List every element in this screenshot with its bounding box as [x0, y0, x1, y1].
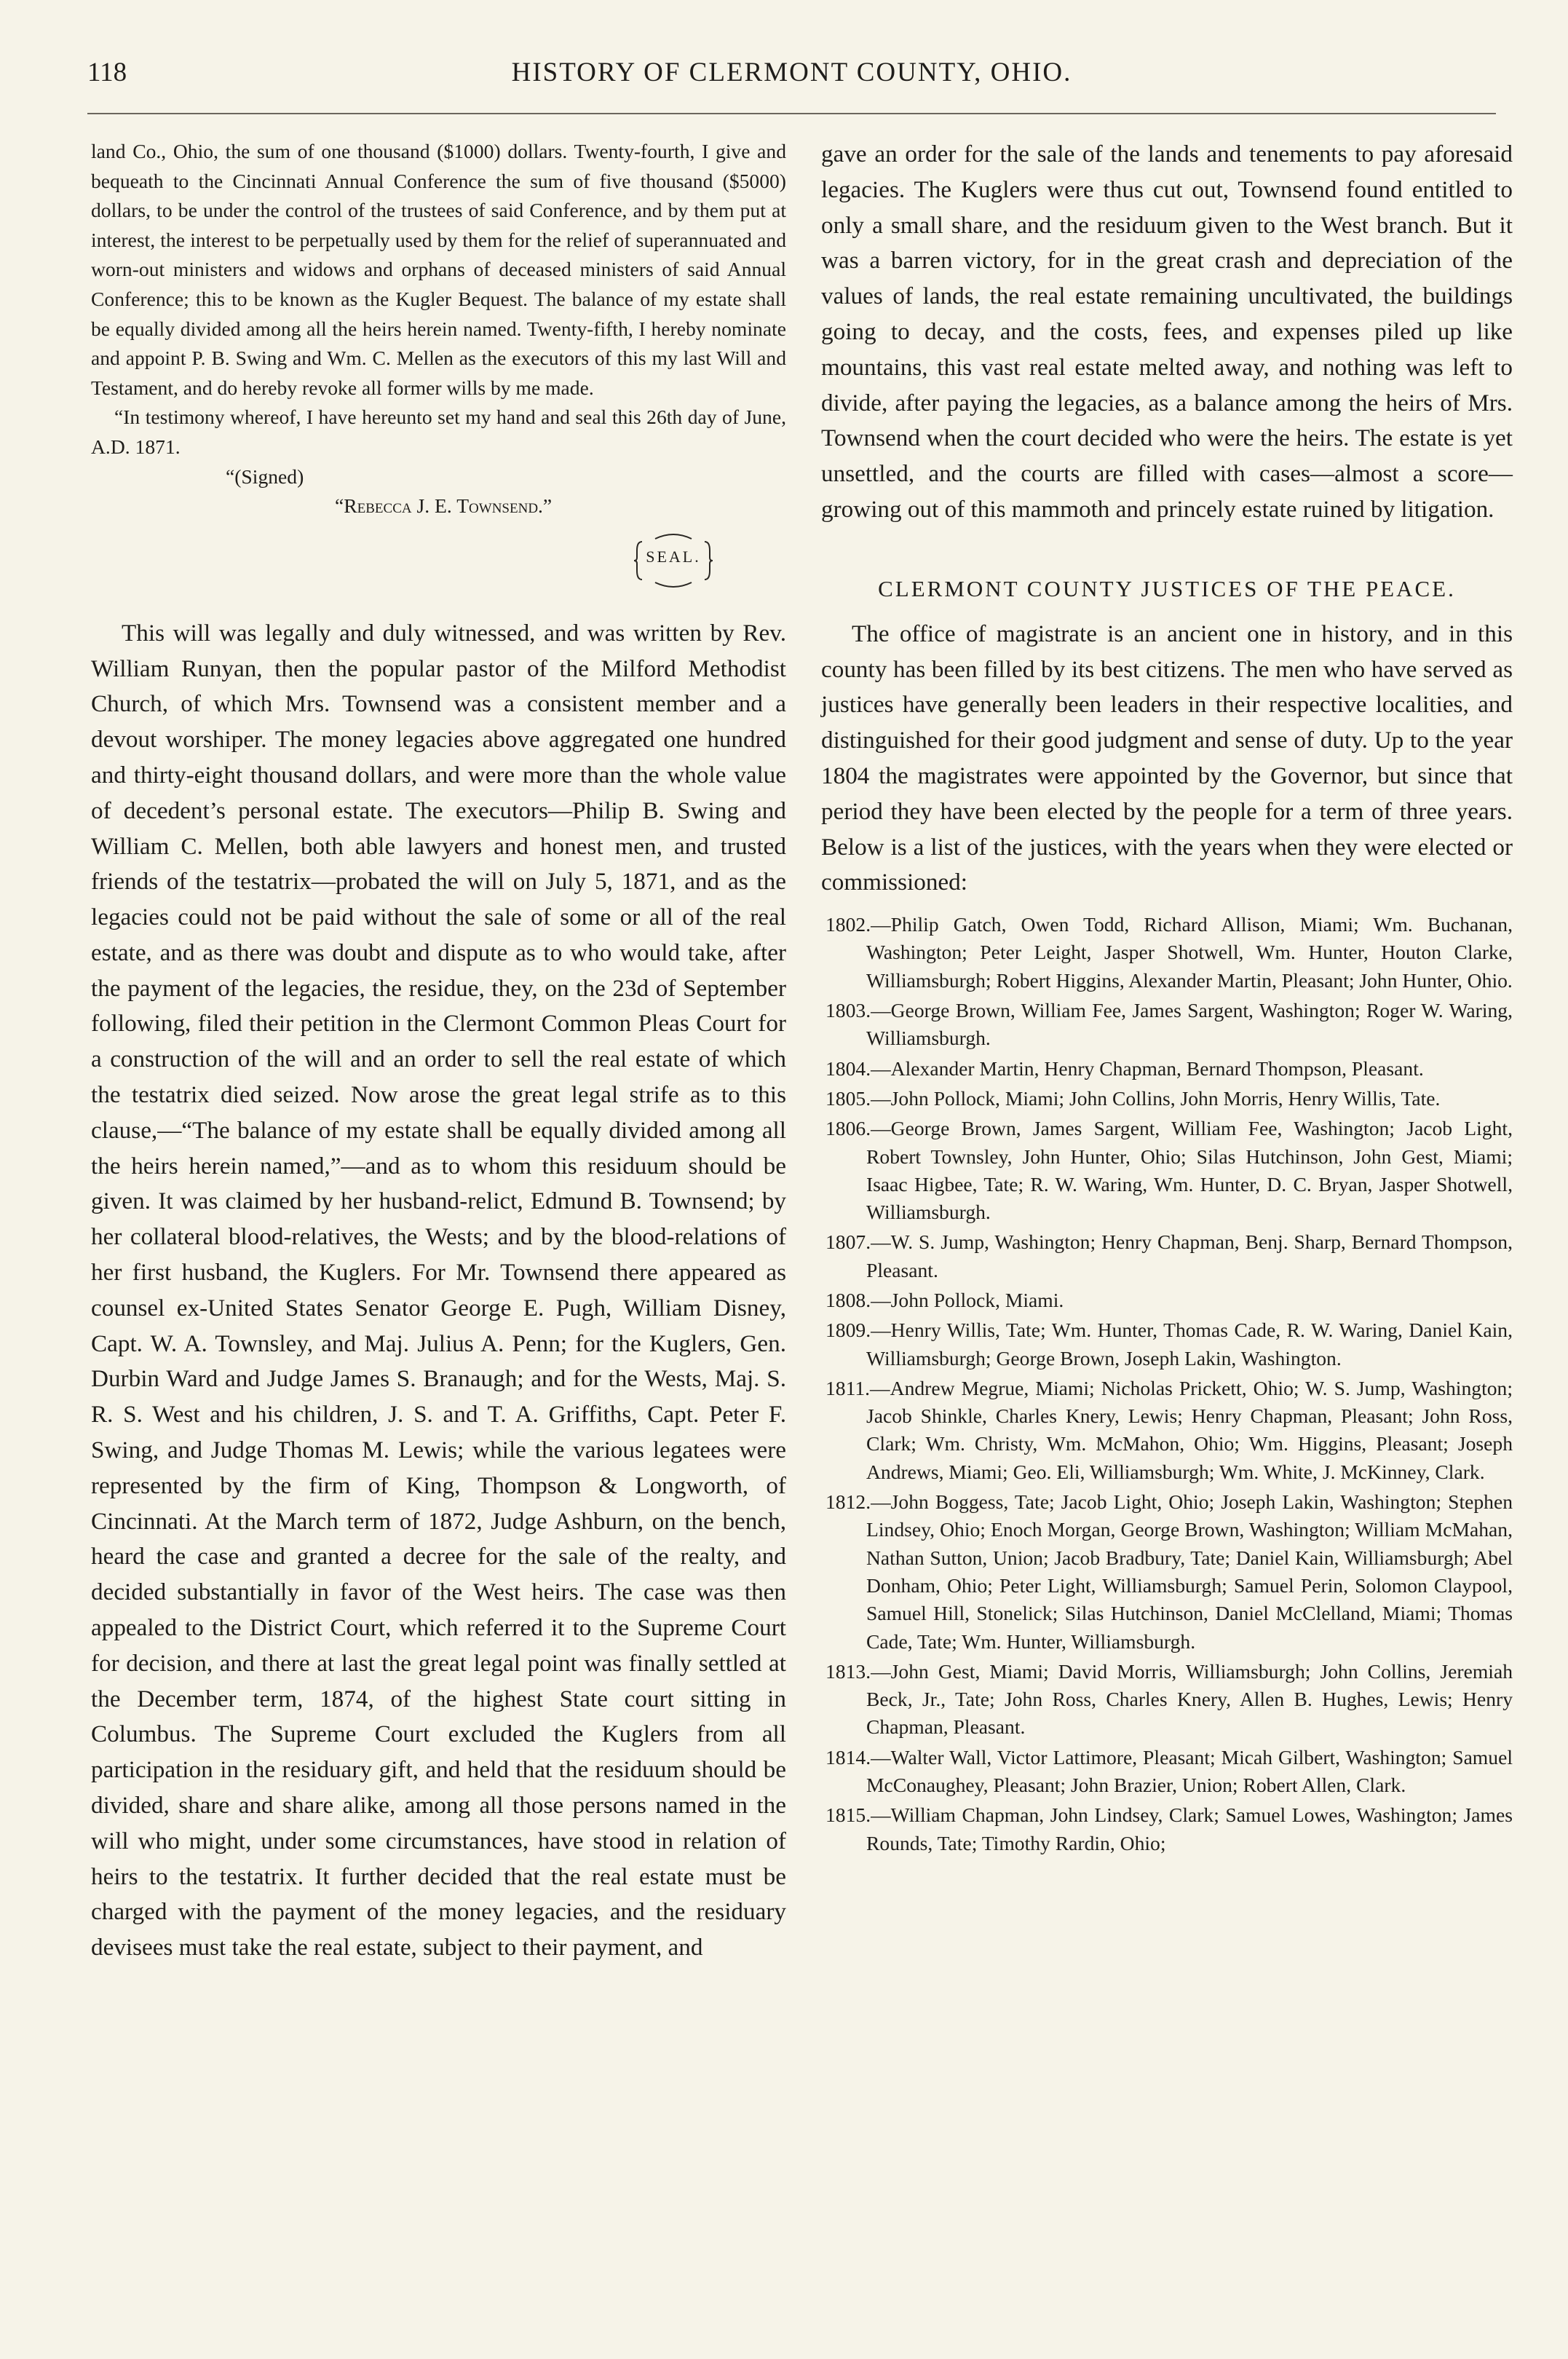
justice-entry-1811: 1811.—Andrew Megrue, Miami; Nicholas Prickett, Ohio; W. S. Jump, Washington; Jacob Shinkle, Charles Knery, Lewis; Henry Chapman, Pleasant; John Ross, Clark; Wm. Christy, Wm. McMahon, Ohio; Wm. Higgins, Pleasant; Joseph Andrews, Miami; Geo. Eli, Williamsburgh; Wm. White, J. McKinney, Clark. — [825, 1376, 1513, 1483]
justice-entry-1805: 1805.—John Pollock, Miami; John Collins, John Morris, Henry Willis, Tate. — [825, 1086, 1441, 1110]
signed-label: “(Signed) — [226, 465, 304, 488]
justice-entry-1812: 1812.—John Boggess, Tate; Jacob Light, Ohio; Joseph Lakin, Washington; Stephen Lindsey, Ohio; Enoch Morgan, George Brown, Washington; William McMahan, Nathan Sutton, Union; Jacob Bradbury, Tate; Daniel Kain, Williamsburgh; Abel Donham, Ohio; Peter Light, Williamsburgh; Samuel Perin, Solomon Claypool, Samuel Hill, Stonelick; Silas Hutchinson, Daniel McClelland, Miami; Thomas Cade, Tate; Wm. Hunter, Williamsburgh. — [825, 1490, 1513, 1653]
justice-entry-1809: 1809.—Henry Willis, Tate; Wm. Hunter, Thomas Cade, R. W. Waring, Daniel Kain, Williamsburgh; George Brown, Joseph Lakin, Washington. — [825, 1319, 1513, 1370]
justices-list — [821, 911, 1513, 1857]
justice-entry-1806: 1806.—George Brown, James Sargent, William Fee, Washington; Jacob Light, Robert Townsley, John Hunter, Ohio; Silas Hutchinson, John Gest, Miami; Isaac Higbee, Tate; R. W. Waring, Wm. Hunter, D. C. Bryan, Jasper Shotwell, Williamsburgh. — [825, 1117, 1513, 1224]
header-rule — [87, 113, 1496, 114]
running-title: HISTORY OF CLERMONT COUNTY, OHIO. — [511, 58, 1072, 87]
justice-entry-1808: 1808.—John Pollock, Miami. — [825, 1289, 1064, 1311]
page-number: 118 — [87, 58, 127, 87]
seal-block — [91, 521, 786, 616]
right-column — [821, 137, 1513, 1860]
narrative-paragraph: This will was legally and duly witnessed, and was written by Rev. William Runyan, then the popular pastor of the Milford Methodist Church, of which Mrs. Townsend was a consistent member and a devout worshiper. The money legacies above aggregated one hundred and thirty-eight thousand dollars, and were more than the whole value of decedent’s personal estate. The executors—Philip B. Swing and William C. Mellen, both able lawyers and honest men, and trusted friends of the testatrix—probated the will on July 5, 1871, and as the legacies could not be paid without the sale of some or all of the real estate, and as there was doubt and dispute as to who would take, after the payment of the legacies, the residue, they, on the 23d of September following, filed their petition in the Clermont Common Pleas Court for a construction of the will and an order to sell the real estate of which the testatrix died seized. Now arose the great legal strife as to this clause,—“The balance of my estate shall be equally divided among all the heirs herein named,”—and as to whom this residuum should be given. It was claimed by her husband-relict, Edmund B. Townsend; by her collateral blood-relatives, the Wests; and by the blood-relations of her first husband, the Kuglers. For Mr. Townsend there appeared as counsel ex-United States Senator George E. Pugh, William Disney, Capt. W. A. Townsley, and Maj. Julius A. Penn; for the Kuglers, Gen. Durbin Ward and Judge James S. Branaugh; and for the Wests, Maj. S. R. S. West and his children, J. S. and T. A. Griffiths, Capt. Peter F. Swing, and Judge Thomas M. Lewis; while the various legatees were represented by the firm of King, Thompson & Longworth, of Cincinnati. At the March term of 1872, Judge Ashburn, on the bench, heard the case and granted a decree for the sale of the realty, and decided substantially in favor of the West heirs. The case was then appealed to the District Court, which referred it to the Supreme Court for decision, and there at last the great legal point was finally settled at the December term, 1874, of the highest State court sitting in Columbus. The Supreme Court excluded the Kuglers from all participation in the residuary gift, and held that the residuum should be divided, share and share alike, among all those persons named in the will who might, under some circumstances, have stood in relation of heirs to the testatrix. It further decided that the real estate must be charged with the payment of the money legacies, and the residuary devisees must take the real estate, subject to their payment, and — [91, 619, 786, 1961]
justice-entry-1803: 1803.—George Brown, William Fee, James Sargent, Washington; Roger W. Waring, Williamsburgh. — [825, 999, 1513, 1050]
justice-entry-1807: 1807.—W. S. Jump, Washington; Henry Chapman, Benj. Sharp, Bernard Thompson, Pleasant. — [825, 1230, 1513, 1281]
justice-entry-1815: 1815.—William Chapman, John Lindsey, Clark; Samuel Lowes, Washington; James Rounds, Tate; Timothy Rardin, Ohio; — [825, 1803, 1513, 1854]
justice-entry-1813: 1813.—John Gest, Miami; David Morris, Williamsburgh; John Collins, Jeremiah Beck, Jr., Tate; John Ross, Charles Knery, Allen B. Hughes, Lewis; Henry Chapman, Pleasant. — [825, 1659, 1513, 1739]
left-column — [91, 137, 786, 1966]
seal-label: SEAL. — [646, 547, 701, 566]
signer-name: “Rebecca J. E. Townsend.” — [335, 494, 553, 518]
intro-paragraph: The office of magistrate is an ancient one in history, and in this county has been filled by its best citizens. The men who have served as justices have generally been leaders in their respective localities, and distinguished for their good judgment and sense of duty. Up to the year 1804 the magistrates were appointed by the Governor, but since that period they have been elected by the people for a term of three years. Below is a list of the justices, with the years when they were elected or commissioned: — [821, 620, 1513, 896]
will-excerpt: land Co., Ohio, the sum of one thousand ($1000) dollars. Twenty-fourth, I give and bequeath to the Cincinnati Annual Conference the sum of five thousand ($5000) dollars, to be under the control of the trustees of said Conference, and by them put at interest, the interest to be perpetually used by them for the relief of superannuated and worn-out ministers and widows and orphans of deceased ministers of said Annual Conference; this to be known as the Kugler Bequest. The balance of my estate shall be equally divided among all the heirs herein named. Twenty-fifth, I hereby nominate and appoint P. B. Swing and Wm. C. Mellen as the executors of this my last Will and Testament, and do hereby revoke all former wills by me made. — [91, 140, 786, 399]
page-header — [87, 57, 1496, 109]
justice-entry-1814: 1814.—Walter Wall, Victor Lattimore, Pleasant; Micah Gilbert, Washington; Samuel McConaughey, Pleasant; John Brazier, Union; Robert Allen, Clark. — [825, 1745, 1513, 1797]
testimony-clause: “In testimony whereof, I have hereunto set my hand and seal this 26th day of June, A.D. 1871. — [91, 406, 786, 458]
section-heading: CLERMONT COUNTY JUSTICES OF THE PEACE. — [878, 575, 1456, 601]
justice-entry-1804: 1804.—Alexander Martin, Henry Chapman, Bernard Thompson, Pleasant. — [825, 1056, 1424, 1080]
continuation-paragraph: gave an order for the sale of the lands and tenements to pay aforesaid legacies. The Kuglers were thus cut out, Townsend found entitled to only a small share, and the residuum given to the West branch. But it was a barren victory, for in the great crash and depreciation of the values of lands, the real estate remaining uncultivated, the buildings going to decay, and the costs, fees, and expenses piled up like mountains, this vast real estate melted away, and nothing was left to divide, after paying the legacies, as a balance among the heirs of Mrs. Townsend when the court decided who were the heirs. The estate is yet unsettled, and the courts are filled with cases—almost a score—growing out of this mammoth and princely estate ruined by litigation. — [821, 141, 1513, 523]
justice-entry-1802: 1802.—Philip Gatch, Owen Todd, Richard Allison, Miami; Wm. Buchanan, Washington; Peter Leight, Jasper Shotwell, Wm. Hunter, Houton Clarke, Williamsburgh; Robert Higgins, Alexander Martin, Pleasant; John Hunter, Ohio. — [825, 913, 1513, 992]
